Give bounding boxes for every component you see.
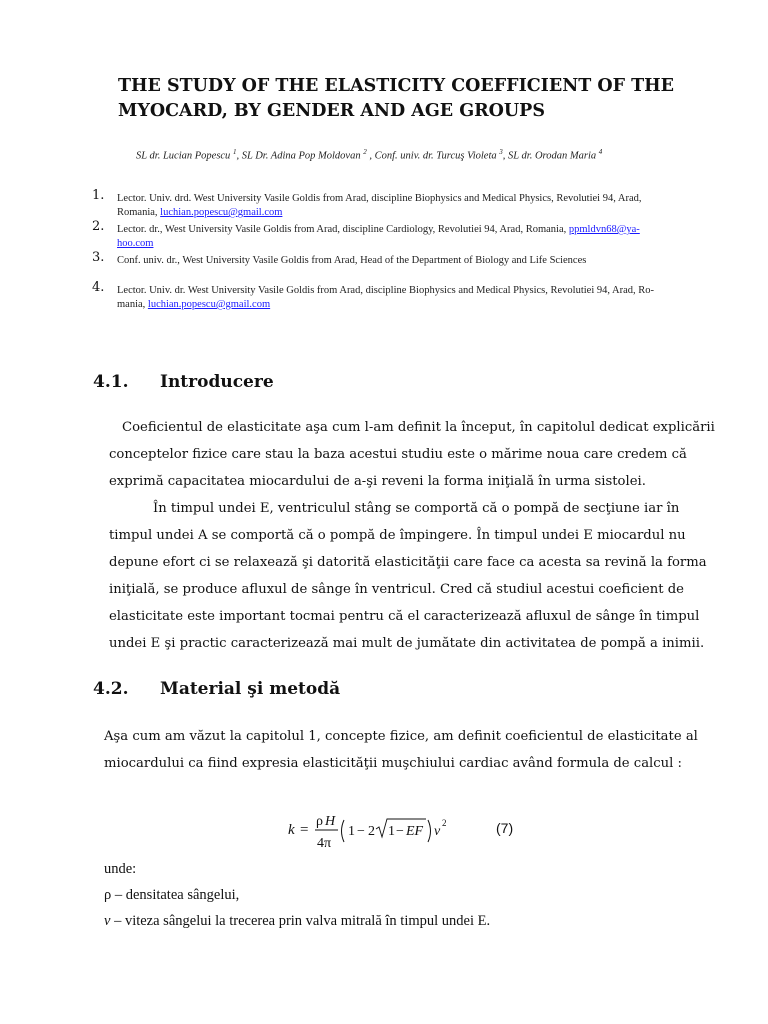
affiliation-number: 4. [92,280,105,295]
section-heading-introducere [93,372,274,392]
section-title: Introducere [160,372,274,392]
affiliation-2 [92,219,702,251]
formula-ef: EF [406,824,424,839]
title-line-2: MYOCARD, BY GENDER AND AGE GROUPS [118,101,545,121]
affiliation-text [117,192,702,220]
email-link-part-2[interactable]: hoo.com [117,238,154,249]
affiliation-text [117,284,702,312]
formula-definitions [104,856,704,934]
author-2: , SL Dr. Adina Pop Moldovan [236,150,364,162]
email-link[interactable]: luchian.popescu@gmail.com [160,207,283,218]
paragraph-line: undei E şi practic caracterizează mai mult de jumătate din activitatea de pompă a inimii. [109,636,705,651]
v-symbol: v [104,913,111,929]
affiliation-line: Lector. dr., West University Vasile Goldis from Arad, discipline Cardiology, Revolutiei 94, Arad, Romania, [117,224,569,235]
affiliation-1 [92,188,702,220]
formula-minus: − [357,824,365,839]
paragraph-line: miocardului ca fiind expresia elasticităţii muşchiului cardiac având formula de calcul : [104,756,683,771]
affiliation-3 [92,250,702,268]
affiliation-line: Romania, [117,207,161,218]
formula-k: k [288,822,295,838]
section-title: Material şi metodă [160,679,341,699]
paragraph-line: exprimă capacitatea miocardului de a-şi reveni la forma iniţială în urma sistolei. [109,474,646,489]
paragraph-line: În timpul undei E, ventriculul stâng se comportă că o pompă de secţiune iar în [153,501,680,516]
author-4: , SL dr. Orodan Maria [502,150,599,162]
paragraph-line: depune efort ci se relaxează şi datorită elasticităţii care face ca acesta sa revină la forma [109,555,707,570]
section-2-body [104,723,704,777]
equation-number: (7) [496,820,514,836]
affiliation-4 [92,280,702,312]
paper-title [118,74,678,124]
affiliation-number: 2. [92,219,105,234]
author-1: SL dr. Lucian Popescu [136,150,233,162]
affiliation-text [117,223,702,251]
email-link[interactable]: luchian.popescu@gmail.com [147,299,271,310]
affiliation-text: Conf. univ. dr., West University Vasile Goldis from Arad, Head of the Department of Biology and Life Sciences [117,255,587,266]
author-2-sup: 2 [363,148,367,156]
title-line-1: THE STUDY OF THE ELASTICITY COEFFICIENT OF THE [118,76,674,96]
author-3: , Conf. univ. dr. Turcuş Violeta [366,150,500,162]
paragraph-line: timpul undei A se comportă că o pompă de împingere. În timpul undei E miocardul nu [109,528,686,543]
paragraph-line: conceptelor fizice care stau la baza acestui studiu este o mărime noua care credem că [109,447,687,462]
definitions-intro: unde: [104,861,137,877]
formula-denominator: 4π [317,836,332,851]
section-number: 4.1. [93,372,129,392]
formula-equals: = [300,822,309,838]
formula-v: v [434,824,441,839]
affiliation-line: mania, [117,299,148,310]
section-number: 4.2. [93,679,129,699]
email-link-part-1[interactable]: ppmldvn68@ya- [568,224,640,235]
author-list [136,148,696,162]
affiliation-line: Lector. Univ. dr. West University Vasile Goldis from Arad, discipline Biophysics and Medical Physics, Revolutiei 94, Arad, Ro- [117,285,655,296]
section-heading-material-si-metoda [93,679,340,699]
formula-rho: ρ [316,814,323,829]
formula-two: 2 [368,824,375,839]
author-1-sup: 1 [232,148,237,156]
definition-v-text: – viteza sângelui la trecerea prin valva mitrală în timpul undei E. [110,913,491,929]
formula-one-inner: 1 [388,824,395,839]
left-paren [342,820,345,842]
section-1-body [109,414,715,657]
elasticity-formula [286,810,456,856]
right-paren [428,820,431,842]
affiliation-number: 3. [92,250,105,265]
definition-v [104,908,704,934]
formula-h: H [325,814,336,829]
formula-one: 1 [348,824,355,839]
affiliation-line: Lector. Univ. drd. West University Vasile Goldis from Arad, discipline Biophysics and Medical Physics, Revolutiei 94, Arad, [117,193,642,204]
paragraph-line: elasticitate este important tocmai pentru că el caracterizează afluxul de sânge în timpul [109,609,700,624]
paragraph-line: Aşa cum am văzut la capitolul 1, concepte fizice, am definit coeficientul de elasticitate al [104,729,698,744]
formula-minus-inner: − [396,824,404,839]
paragraph-line: iniţială, se produce afluxul de sânge în ventricul. Cred că studiul acestui coeficient de [109,582,684,597]
affiliation-number: 1. [92,188,105,203]
definition-rho: ρ – densitatea sângelui, [104,887,240,903]
author-3-sup: 3 [499,148,503,156]
formula-exponent: 2 [442,818,447,828]
paragraph-line: Coeficientul de elasticitate aşa cum l-am definit la început, în capitolul dedicat explicării [122,420,715,435]
author-4-sup: 4 [598,148,603,156]
